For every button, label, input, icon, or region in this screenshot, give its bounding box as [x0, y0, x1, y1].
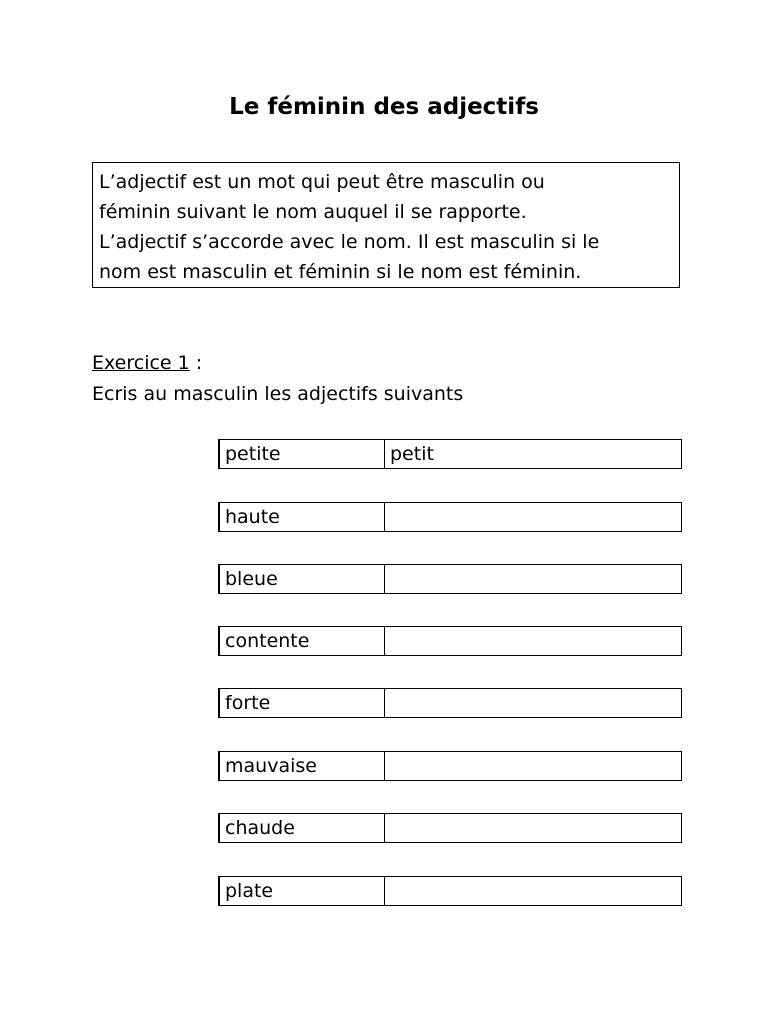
masculine-answer-field[interactable] — [385, 689, 681, 717]
masculine-answer-field[interactable] — [385, 752, 681, 780]
masculine-answer-field[interactable] — [385, 503, 681, 531]
rule-box — [92, 162, 680, 288]
masculine-answer-field[interactable] — [385, 627, 681, 655]
page-title: Le féminin des adjectifs — [229, 94, 539, 120]
rule-line: nom est masculin et féminin si le nom est féminin. — [99, 261, 582, 283]
feminine-adjective: forte — [220, 689, 385, 717]
masculine-answer-field[interactable] — [385, 565, 681, 593]
answer-row — [218, 813, 682, 843]
answer-row — [218, 502, 682, 532]
masculine-answer-field[interactable] — [385, 877, 681, 905]
exercise-name: Exercice 1 — [92, 352, 190, 374]
exercise-heading — [92, 348, 202, 378]
answer-row — [218, 876, 682, 906]
masculine-answer-field[interactable] — [385, 814, 681, 842]
rule-line: féminin suivant le nom auquel il se rapporte. — [99, 201, 527, 223]
feminine-adjective: chaude — [220, 814, 385, 842]
answer-row — [218, 439, 682, 469]
answer-row — [218, 751, 682, 781]
answer-row — [218, 564, 682, 594]
answer-row — [218, 626, 682, 656]
masculine-answer-field[interactable]: petit — [390, 443, 434, 465]
feminine-adjective: plate — [220, 877, 385, 905]
feminine-adjective: haute — [220, 503, 385, 531]
exercise-colon: : — [189, 352, 203, 374]
exercise-instruction: Ecris au masculin les adjectifs suivants — [92, 383, 464, 405]
feminine-adjective: contente — [220, 627, 385, 655]
feminine-adjective: mauvaise — [220, 752, 385, 780]
feminine-adjective: bleue — [220, 565, 385, 593]
answer-row — [218, 688, 682, 718]
feminine-adjective: petite — [220, 440, 385, 468]
rule-line: L’adjectif est un mot qui peut être masculin ou — [99, 171, 545, 193]
rule-line: L’adjectif s’accorde avec le nom. Il est masculin si le — [99, 231, 600, 253]
